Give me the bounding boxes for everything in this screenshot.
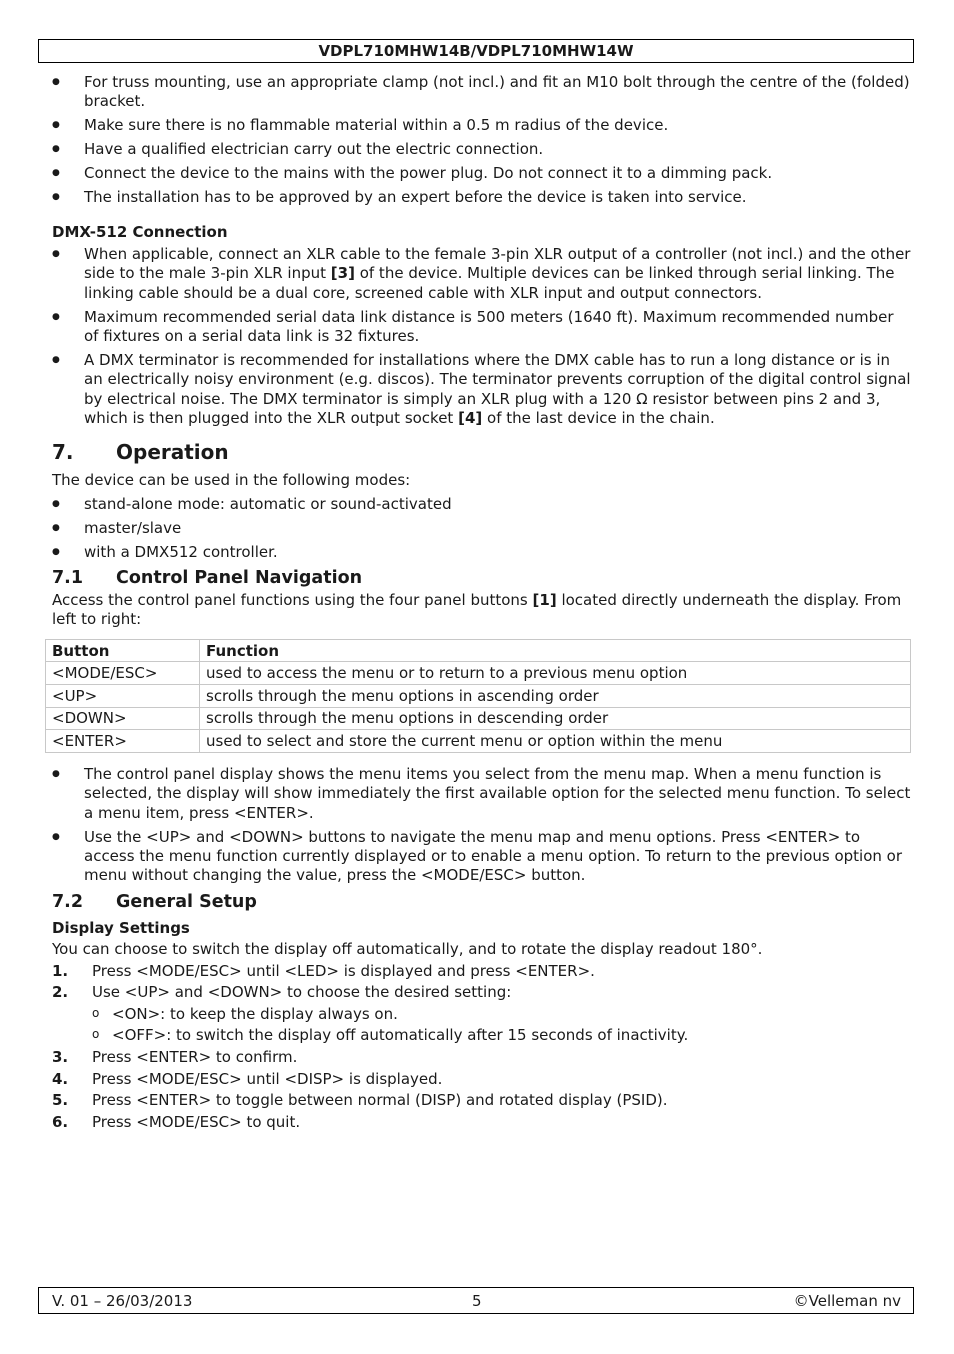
table-cell: used to access the menu or to return to a previous menu option xyxy=(200,662,911,685)
list-text: When applicable, connect an XLR cable to the female 3-pin XLR output of a controller (not incl.) and the other side to the male 3-pin XLR input xyxy=(84,244,911,283)
option-item: o <OFF>: to switch the display off automatically after 15 seconds of inactivity. xyxy=(92,1026,912,1045)
list-text: of the last device in the chain. xyxy=(482,409,715,428)
list-text: A DMX terminator is recommended for installations where the DMX cable has to run a long distance or is in an electrically noisy environment (e.g. discos). The terminator prevents corruption of the digital control signal by electrical noise. The DMX terminator is simply an XLR plug with a 120 Ω resistor between pins 2 and 3, which is then plugged into the XLR output socket xyxy=(84,351,911,428)
step-number: 1. xyxy=(52,961,69,980)
intro-text: Access the control panel functions using the four panel buttons xyxy=(52,591,533,610)
step-text: Use <UP> and <DOWN> to choose the desired setting: xyxy=(92,983,512,1002)
step-number: 6. xyxy=(52,1112,69,1131)
table-cell: scrolls through the menu options in descending order xyxy=(200,707,911,730)
list-item: ● Have a qualified electrician carry out the electric connection. xyxy=(52,140,912,159)
step-item xyxy=(52,1113,912,1132)
table-row xyxy=(46,662,911,685)
section-number: 7.1 xyxy=(52,568,84,589)
copyright-label: ©Velleman nv xyxy=(793,1292,901,1310)
step-options xyxy=(92,1005,912,1046)
list-item: ● Make sure there is no flammable material within a 0.5 m radius of the device. xyxy=(52,116,912,135)
step-item xyxy=(52,1048,912,1067)
table-cell: <DOWN> xyxy=(46,707,200,730)
table-cell: scrolls through the menu options in ascending order xyxy=(200,685,911,708)
step-item xyxy=(52,983,912,1045)
version-label: V. 01 – 26/03/2013 xyxy=(52,1292,193,1310)
step-text: Press <ENTER> to confirm. xyxy=(92,1047,298,1066)
document-title: VDPL710MHW14B/VDPL710MHW14W xyxy=(318,42,634,60)
column-header: Function xyxy=(200,639,911,662)
button-function-table xyxy=(45,639,911,753)
operation-intro: The device can be used in the following modes: xyxy=(52,470,411,489)
table-cell: used to select and store the current menu or option within the menu xyxy=(200,730,911,753)
table-row xyxy=(46,707,911,730)
step-number: 3. xyxy=(52,1047,69,1066)
list-item xyxy=(52,245,912,303)
modes-list xyxy=(52,495,912,562)
table-row xyxy=(46,685,911,708)
page-number: 5 xyxy=(472,1292,482,1310)
section-title: Operation xyxy=(116,439,229,464)
step-number: 5. xyxy=(52,1091,69,1110)
display-steps xyxy=(52,962,912,1133)
step-text: Press <ENTER> to toggle between normal (DISP) and rotated display (PSID). xyxy=(92,1091,668,1110)
reference-label: [3] xyxy=(330,264,355,283)
page-footer xyxy=(38,1287,914,1314)
page-content xyxy=(52,73,912,1135)
list-item: ● Maximum recommended serial data link distance is 500 meters (1640 ft). Maximum recommended number of fixtures on a serial data link is 32 fixtures. xyxy=(52,308,912,347)
list-item: ● Connect the device to the mains with the power plug. Do not connect it to a dimming pack. xyxy=(52,164,912,183)
step-text: Press <MODE/ESC> until <LED> is displayed and press <ENTER>. xyxy=(92,961,595,980)
section-title: Control Panel Navigation xyxy=(116,568,363,589)
nav-list xyxy=(52,765,912,886)
step-text: Press <MODE/ESC> until <DISP> is displayed. xyxy=(92,1069,443,1088)
section-number: 7. xyxy=(52,439,74,464)
section-heading-control-panel xyxy=(52,567,912,589)
list-item: ● The control panel display shows the menu items you select from the menu map. When a menu function is selected, the display will show immediately the first available option for the selected menu function. To select a menu item, press <ENTER>. xyxy=(52,765,912,823)
section-number: 7.2 xyxy=(52,891,84,912)
list-text: of the device. Multiple devices can be linked through serial linking. The linking cable should be a dual core, screened cable with XLR input and output connectors. xyxy=(84,264,895,302)
dmx-heading: DMX-512 Connection xyxy=(52,222,228,241)
list-item: ● For truss mounting, use an appropriate clamp (not incl.) and fit an M10 bolt through the centre of the (folded) bracket. xyxy=(52,73,912,112)
table-cell: <UP> xyxy=(46,685,200,708)
table-row xyxy=(46,730,911,753)
intro-text: located directly underneath the display. From left to right: xyxy=(52,591,902,629)
dmx-list xyxy=(52,245,912,429)
list-item: ● The installation has to be approved by an expert before the device is taken into service. xyxy=(52,188,912,207)
display-intro: You can choose to switch the display off automatically, and to rotate the display readout 180°. xyxy=(52,939,763,958)
step-item xyxy=(52,962,912,981)
option-item: o <ON>: to keep the display always on. xyxy=(92,1005,912,1024)
step-number: 4. xyxy=(52,1069,69,1088)
reference-label: [1] xyxy=(532,591,557,610)
section-title: General Setup xyxy=(116,891,257,912)
list-item: ● master/slave xyxy=(52,519,912,538)
list-item xyxy=(52,351,912,429)
step-item xyxy=(52,1070,912,1089)
reference-label: [4] xyxy=(458,409,483,428)
display-settings-heading: Display Settings xyxy=(52,918,190,937)
list-item: ● stand-alone mode: automatic or sound-activated xyxy=(52,495,912,514)
page-header xyxy=(38,39,914,63)
installation-list xyxy=(52,73,912,208)
section-heading-operation xyxy=(52,439,912,465)
table-cell: <ENTER> xyxy=(46,730,200,753)
nav-intro xyxy=(52,591,912,630)
section-heading-general-setup xyxy=(52,891,912,913)
table-header-row xyxy=(46,639,911,662)
column-header: Button xyxy=(46,639,200,662)
table-cell: <MODE/ESC> xyxy=(46,662,200,685)
list-item: ● with a DMX512 controller. xyxy=(52,543,912,562)
step-item xyxy=(52,1091,912,1110)
step-text: Press <MODE/ESC> to quit. xyxy=(92,1112,301,1131)
step-number: 2. xyxy=(52,983,69,1002)
list-item: ● Use the <UP> and <DOWN> buttons to navigate the menu map and menu options. Press <ENTER> to access the menu function currently displayed or to enable a menu option. To return to the previous option or menu without changing the value, press the <MODE/ESC> button. xyxy=(52,828,912,886)
